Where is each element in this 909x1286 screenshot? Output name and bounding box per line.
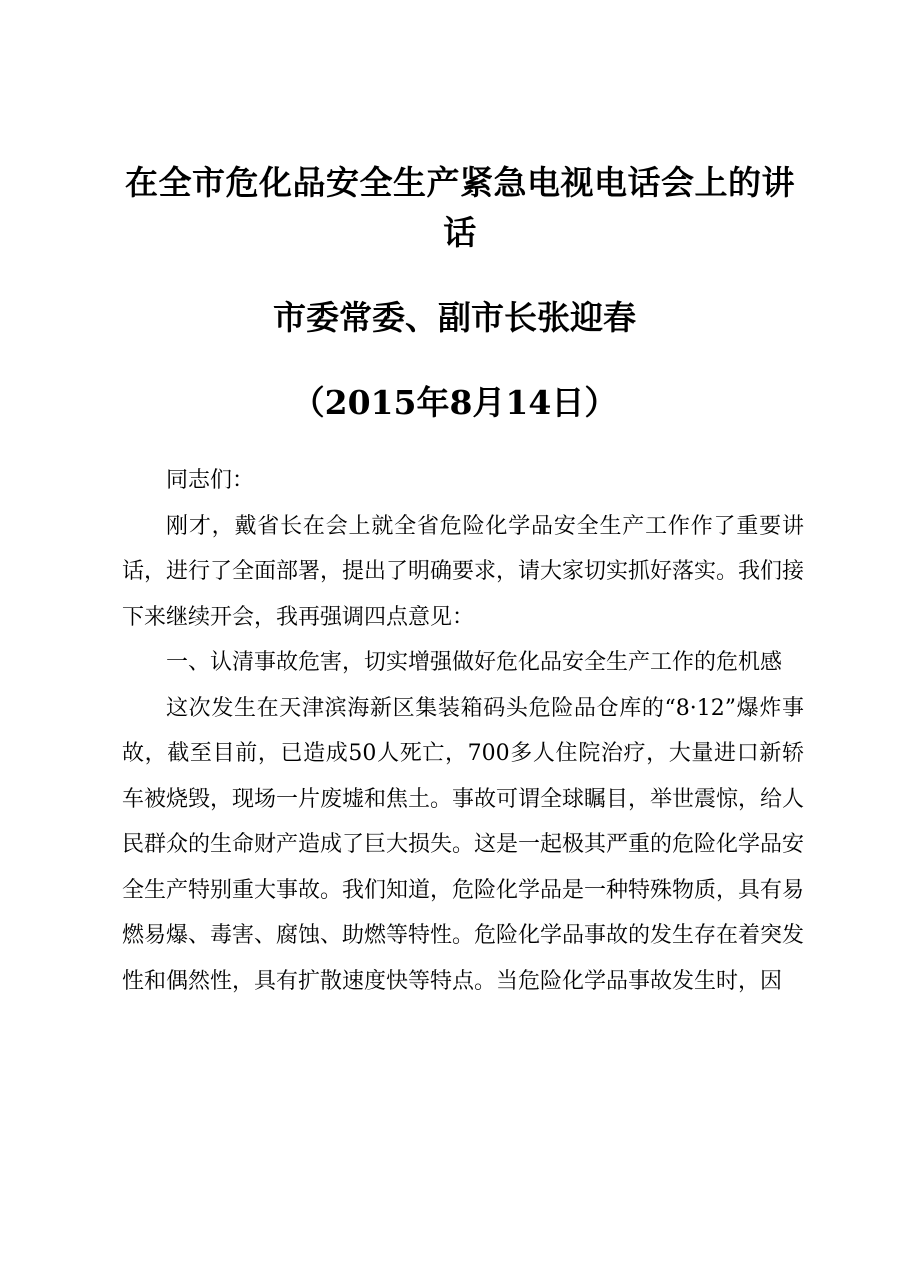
salutation-paragraph: 同志们： <box>166 468 255 493</box>
document-body <box>122 458 804 1004</box>
document-title: 在全市危化品安全生产紧急电视电话会上的讲话 <box>125 163 795 252</box>
document-date: （2015年8月14日） <box>291 383 618 422</box>
intro-paragraph: 刚才，戴省长在会上就全省危险化学品安全生产工作作了重要讲话，进行了全面部署，提出了明确要求，请大家切实抓好落实。我们接下来继续开会，我再强调四点意见： <box>122 513 805 630</box>
document-author: 市委常委、副市长张迎春 <box>273 298 636 337</box>
section-heading-1: 一、认清事故危害，切实增强做好危化品安全生产工作的危机感 <box>166 650 783 675</box>
body-paragraph: 这次发生在天津滨海新区集装箱码头危险品仓库的“8·12”爆炸事故，截至目前，已造成50人死亡，700多人住院治疗，大量进口新轿车被烧毁，现场一片废墟和焦土。事故可谓全球瞩目，举世震惊，给人民群众的生命财产造成了巨大损失。这是一起极其严重的危险化学品安全生产特别重大事故。我们知道，危险化学品是一种特殊物质，具有易燃易爆、毒害、腐蚀、助燃等特性。危险化学品事故的发生存在着突发性和偶然性，具有扩散速度快等特点。当危险化学品事故发生时，因 <box>122 695 805 994</box>
